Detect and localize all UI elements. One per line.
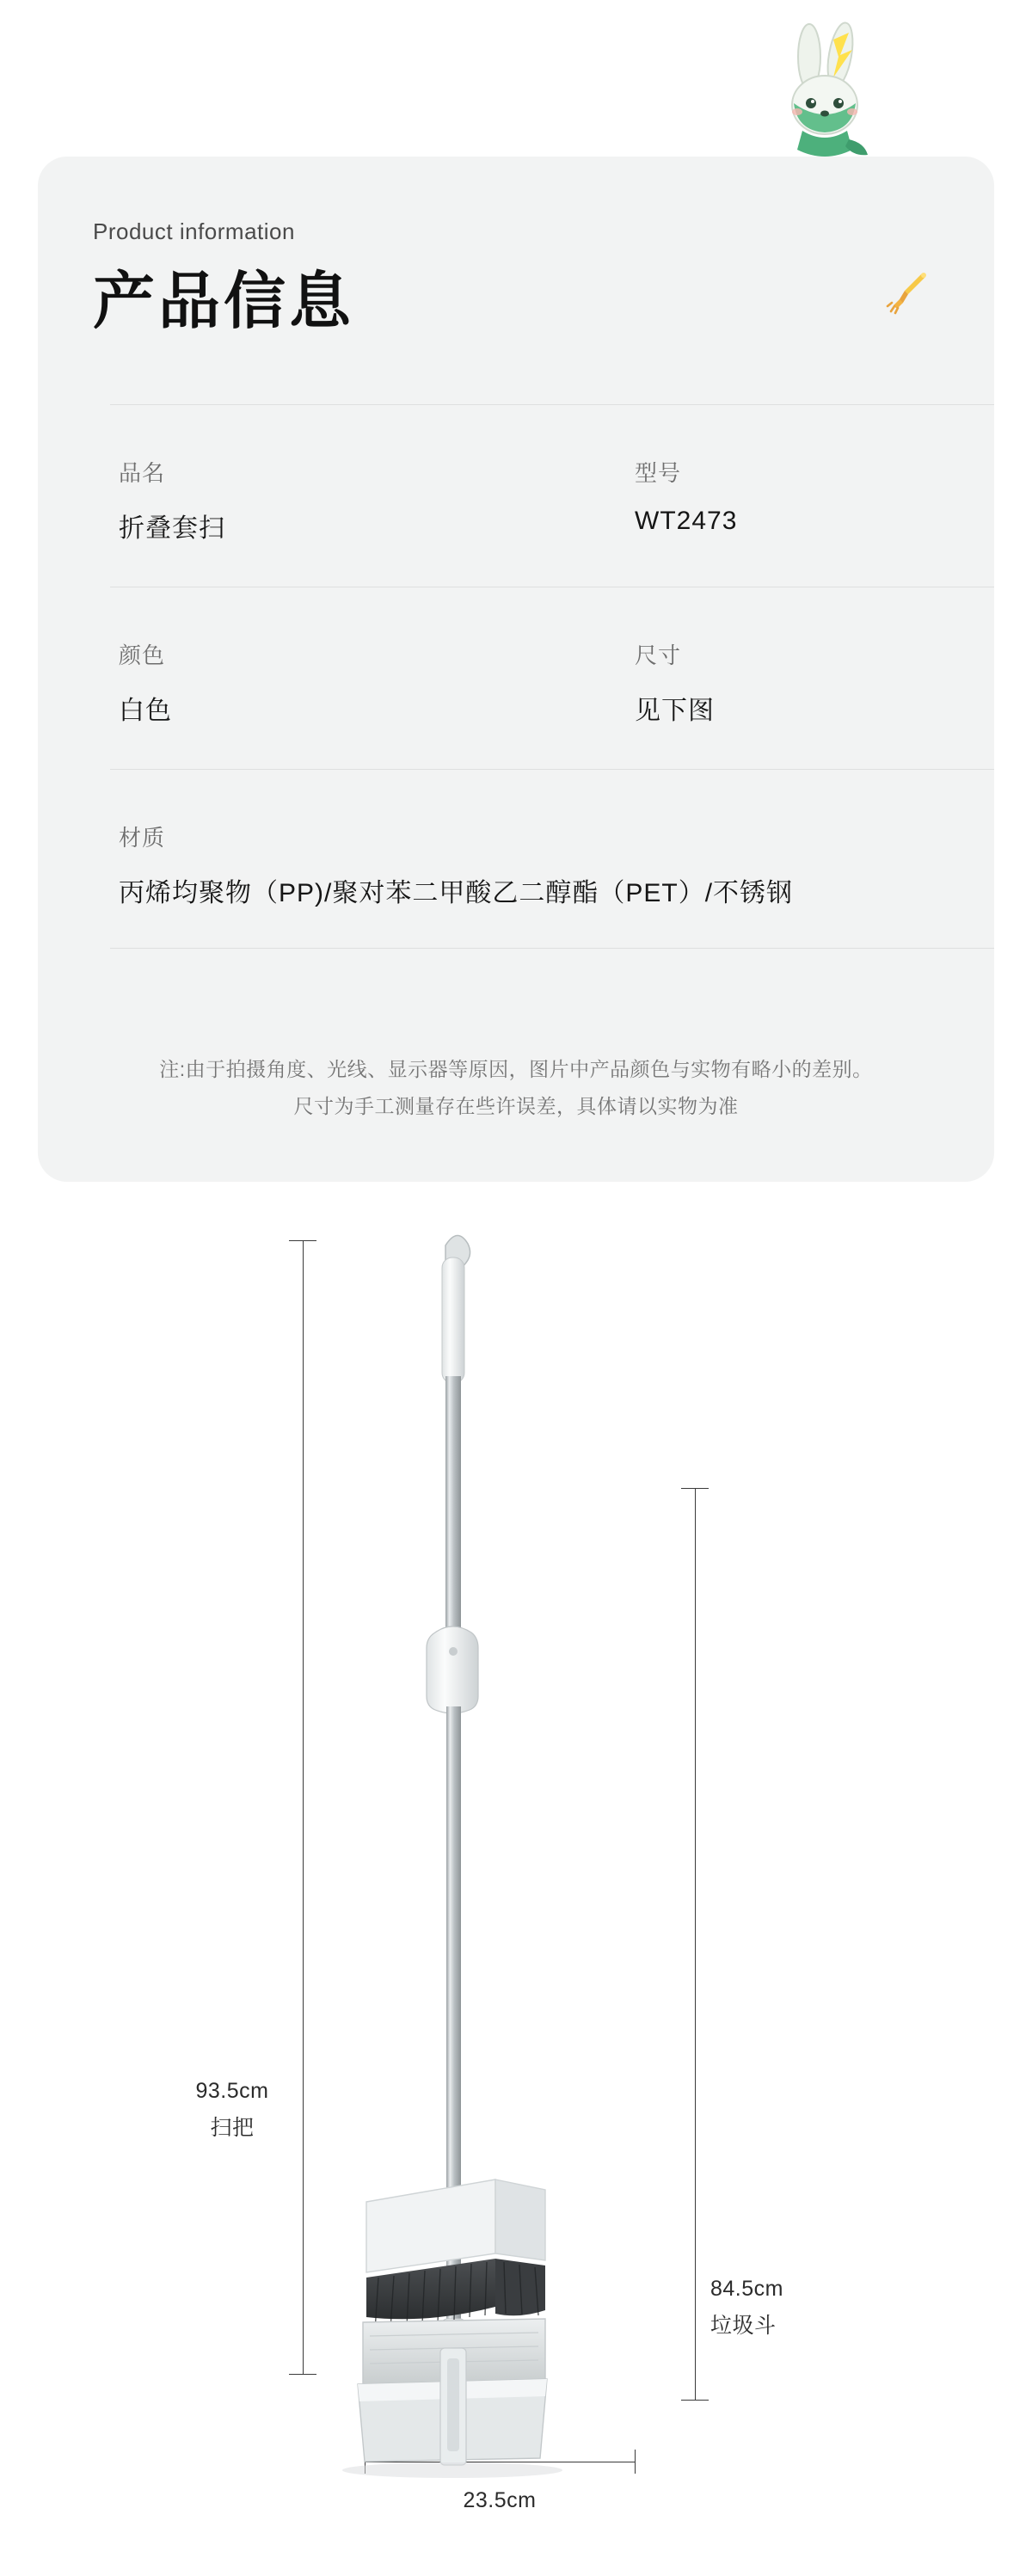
spec-value: 丙烯均聚物（PP)/聚对苯二甲酸乙二醇酯（PET）/不锈钢: [119, 879, 794, 907]
divider: [110, 769, 994, 770]
spec-label: 尺寸: [635, 642, 682, 668]
width-value: 23.5cm: [463, 2488, 537, 2512]
broom-icon: [886, 268, 932, 315]
spec-product-name: [119, 456, 225, 544]
spec-value: 折叠套扫: [119, 514, 225, 543]
product-image: [284, 1204, 765, 2494]
disclaimer-line-2: 尺寸为手工测量存在些许误差，具体请以实物为准: [293, 1094, 739, 1117]
divider: [110, 404, 994, 405]
broom-height-caption: 扫把: [210, 2115, 255, 2140]
card-eyebrow: Product information: [93, 218, 295, 244]
rabbit-mascot-icon: [777, 21, 880, 167]
spec-product-color: [119, 638, 172, 727]
page-title: 产品信息: [93, 267, 355, 336]
spec-label: 型号: [635, 460, 682, 486]
spec-product-size: [635, 638, 715, 727]
dustpan-height-value: 84.5cm: [710, 2277, 783, 2301]
spec-label: 品名: [119, 460, 166, 486]
dustpan-height-caption: 垃圾斗: [710, 2313, 777, 2338]
broom-height-value: 93.5cm: [195, 2079, 269, 2103]
spec-value: WT2473: [635, 507, 738, 535]
spec-product-material: [119, 821, 793, 909]
product-dimension-diagram: [0, 1204, 1032, 2576]
spec-value: 白色: [119, 697, 172, 725]
spec-value: 见下图: [635, 697, 715, 725]
divider: [110, 948, 994, 949]
spec-label: 材质: [119, 825, 166, 851]
disclaimer-note: [38, 1051, 994, 1124]
spec-product-model: [635, 456, 737, 536]
broom-height-label: [172, 2073, 292, 2146]
spec-label: 颜色: [119, 642, 166, 668]
disclaimer-line-1: 注:由于拍摄角度、光线、显示器等原因，图片中产品颜色与实物有略小的差别。: [159, 1058, 873, 1080]
product-information-card: [38, 157, 994, 1182]
